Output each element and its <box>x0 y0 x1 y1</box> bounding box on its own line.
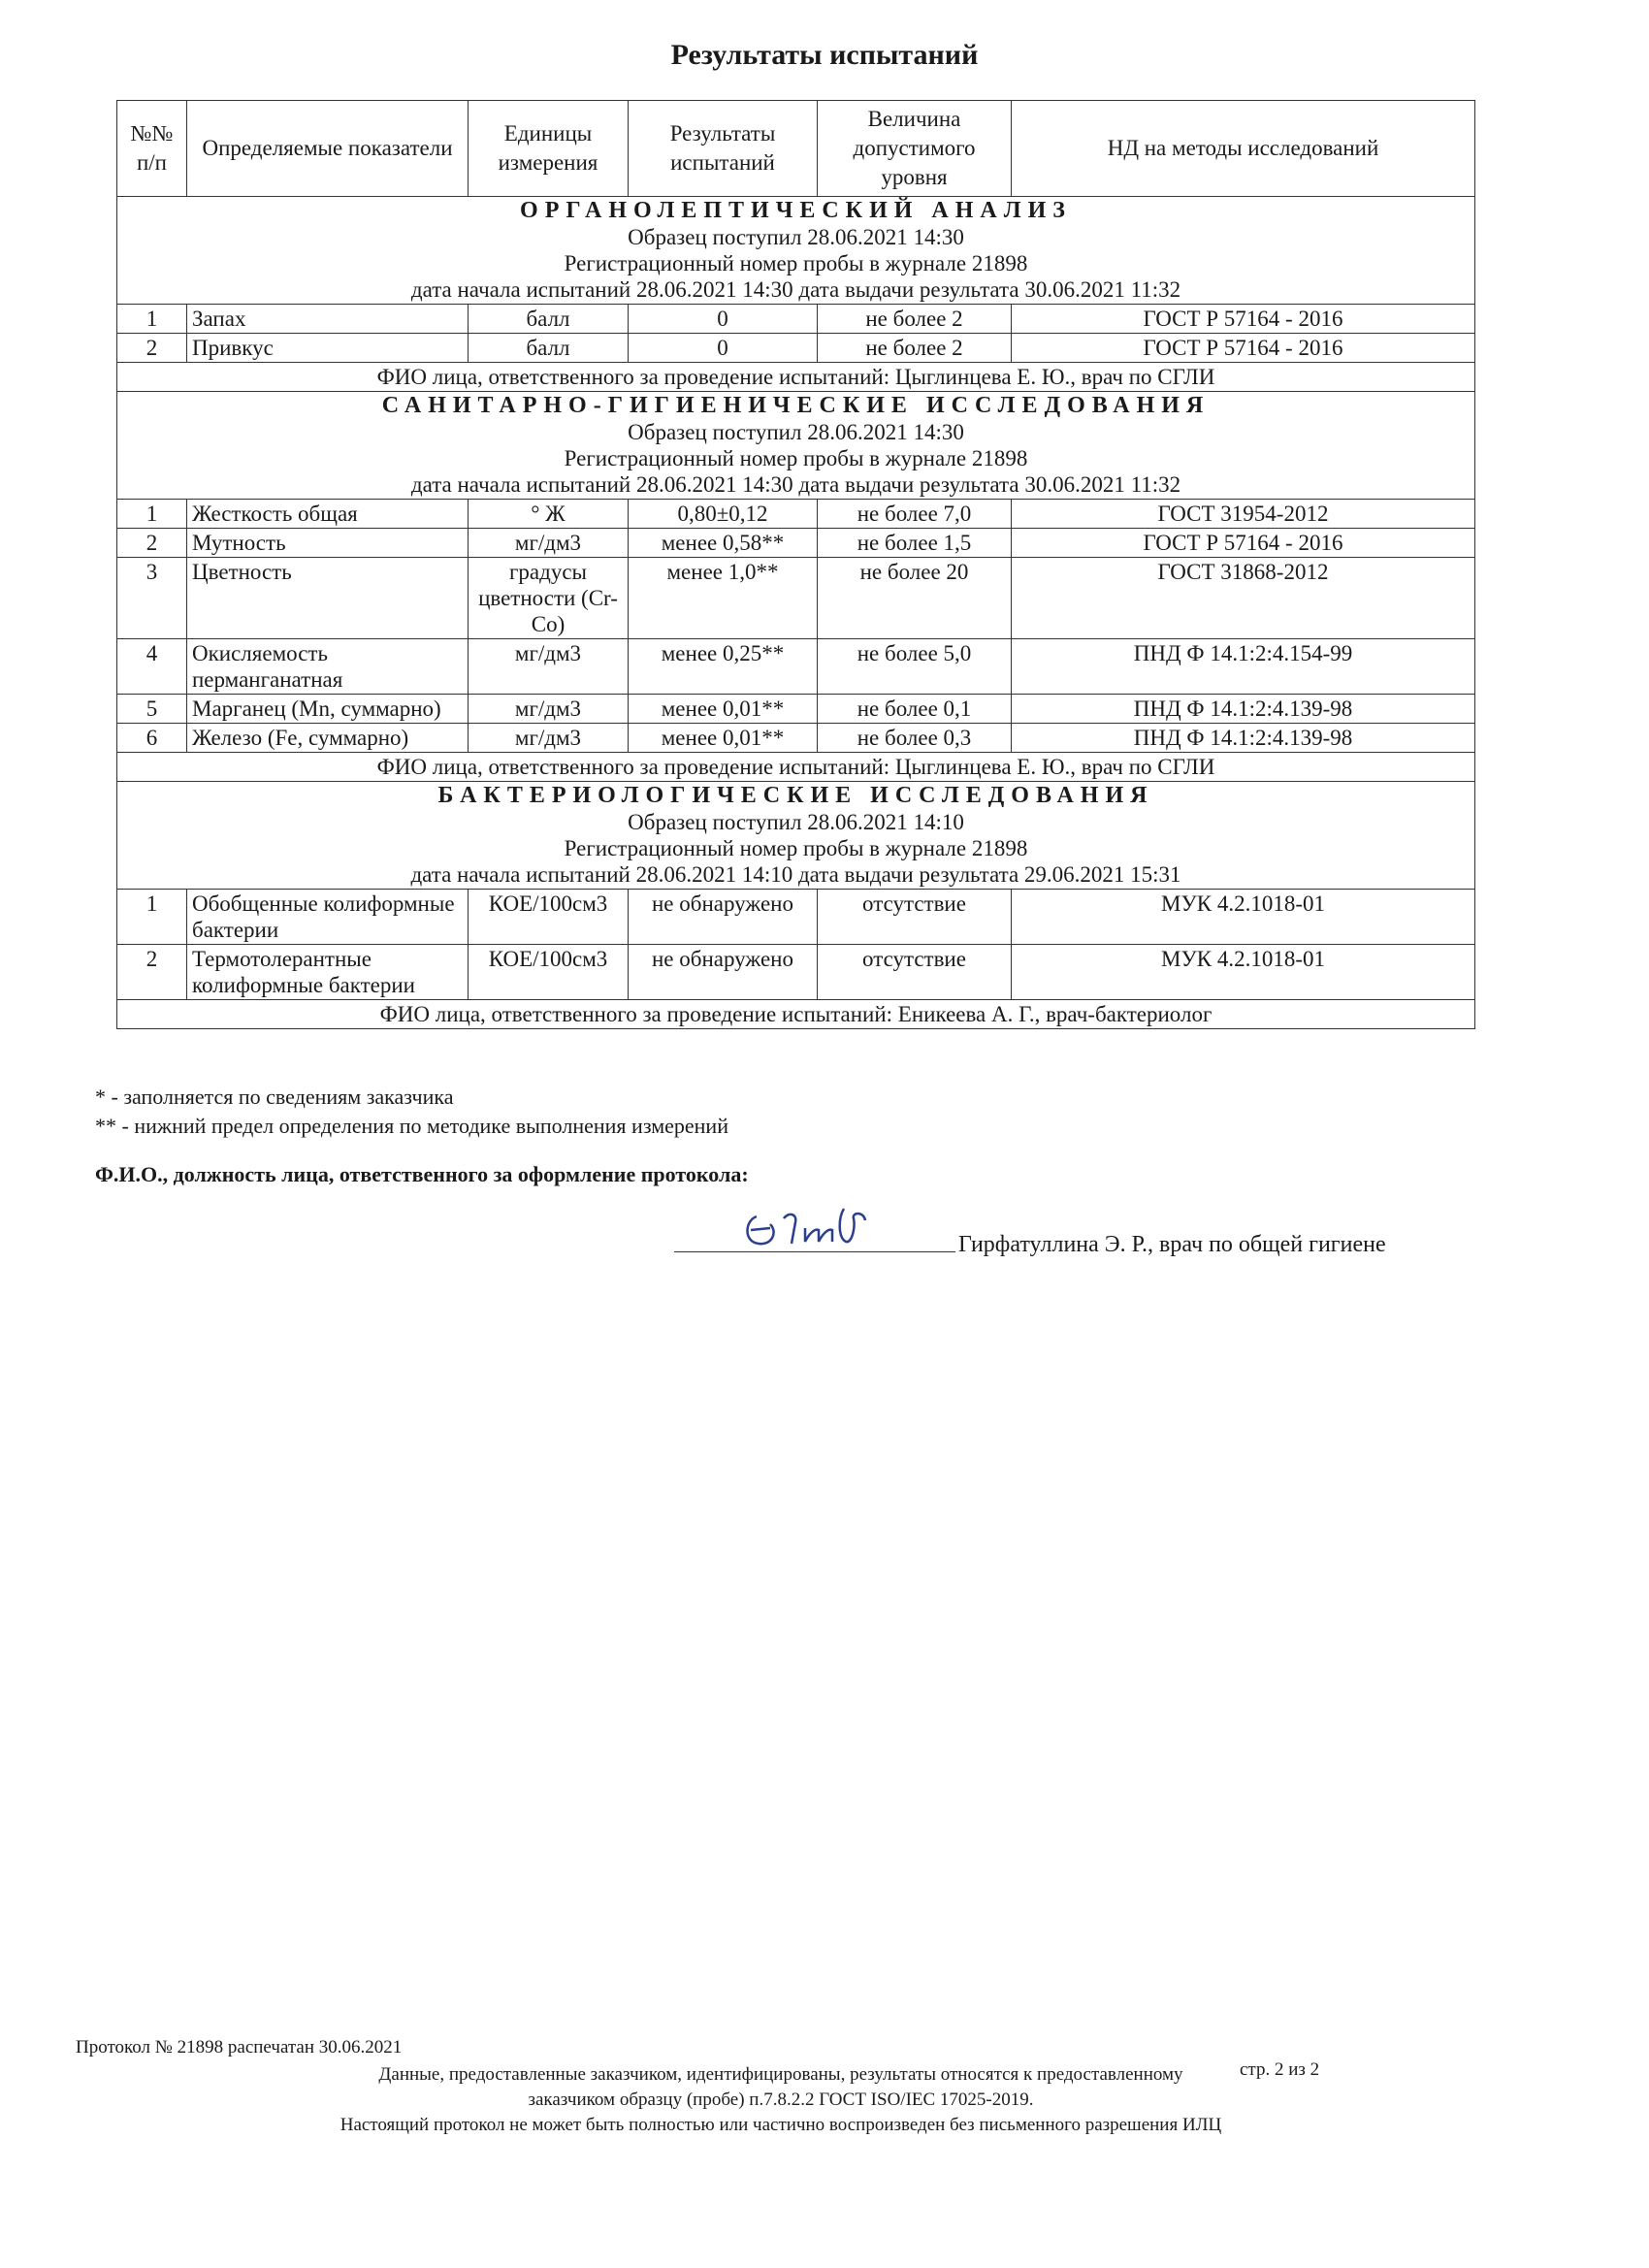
test-dates: дата начала испытаний 28.06.2021 14:30 дата выдачи результата 30.06.2021 11:32 <box>410 472 1181 497</box>
test-dates: дата начала испытаний 28.06.2021 14:30 дата выдачи результата 30.06.2021 11:32 <box>410 277 1181 302</box>
row-units: градусы цветности (Cr-Co) <box>469 558 629 639</box>
sample-received: Образец поступил 28.06.2021 14:30 <box>628 420 964 444</box>
col-header-units: Единицы измерения <box>469 101 629 197</box>
row-result: не обнаружено <box>629 945 818 1000</box>
test-dates: дата начала испытаний 28.06.2021 14:10 дата выдачи результата 29.06.2021 15:31 <box>410 862 1181 887</box>
row-indicator: Цветность <box>187 558 469 639</box>
footnotes <box>95 1083 728 1141</box>
table-row <box>117 305 1475 334</box>
row-result: менее 1,0** <box>629 558 818 639</box>
row-units: мг/дм3 <box>469 695 629 724</box>
footer-line: Настоящий протокол не может быть полностью или частично воспроизведен без письменного разрешения ИЛЦ <box>340 2115 1222 2135</box>
footer-disclaimer <box>223 2062 1339 2138</box>
row-limit: не более 20 <box>818 558 1012 639</box>
table-row <box>117 334 1475 363</box>
row-limit: отсутствие <box>818 890 1012 945</box>
responsible-person: ФИО лица, ответственного за проведение испытаний: Цыглинцева Е. Ю., врач по СГЛИ <box>117 363 1475 392</box>
row-limit: не более 1,5 <box>818 529 1012 558</box>
row-num: 1 <box>117 305 187 334</box>
row-result: менее 0,01** <box>629 724 818 753</box>
signer-name: Гирфатуллина Э. Р., врач по общей гигиене <box>958 1232 1386 1257</box>
row-result: 0,80±0,12 <box>629 500 818 529</box>
section-header-organoleptic <box>117 197 1475 305</box>
row-method: МУК 4.2.1018-01 <box>1012 945 1475 1000</box>
row-limit: отсутствие <box>818 945 1012 1000</box>
table-row <box>117 945 1475 1000</box>
row-indicator: Запах <box>187 305 469 334</box>
row-units: мг/дм3 <box>469 529 629 558</box>
row-result: 0 <box>629 334 818 363</box>
row-units: мг/дм3 <box>469 724 629 753</box>
section-title: БАКТЕРИОЛОГИЧЕСКИЕ ИССЛЕДОВАНИЯ <box>437 783 1154 808</box>
row-method: ГОСТ 31954-2012 <box>1012 500 1475 529</box>
col-header-result: Результаты испытаний <box>629 101 818 197</box>
row-result: менее 0,25** <box>629 639 818 695</box>
row-num: 1 <box>117 890 187 945</box>
footnote-customer: * - заполняется по сведениям заказчика <box>95 1085 454 1109</box>
row-limit: не более 7,0 <box>818 500 1012 529</box>
row-method: МУК 4.2.1018-01 <box>1012 890 1475 945</box>
row-units: мг/дм3 <box>469 639 629 695</box>
row-num: 2 <box>117 334 187 363</box>
row-method: ГОСТ Р 57164 - 2016 <box>1012 529 1475 558</box>
row-indicator: Марганец (Mn, суммарно) <box>187 695 469 724</box>
row-method: ПНД Ф 14.1:2:4.139-98 <box>1012 695 1475 724</box>
row-method: ГОСТ Р 57164 - 2016 <box>1012 305 1475 334</box>
row-limit: не более 2 <box>818 334 1012 363</box>
row-result: менее 0,01** <box>629 695 818 724</box>
row-num: 2 <box>117 529 187 558</box>
table-row <box>117 558 1475 639</box>
footer-line: Данные, предоставленные заказчиком, идентифицированы, результаты относятся к предоставленному <box>378 2064 1183 2085</box>
responsible-row <box>117 363 1475 392</box>
results-table <box>116 100 1475 1029</box>
table-row <box>117 500 1475 529</box>
row-indicator: Окисляемость перманганатная <box>187 639 469 695</box>
section-title: ОРГАНОЛЕПТИЧЕСКИЙ АНАЛИЗ <box>520 198 1072 223</box>
responsible-person: ФИО лица, ответственного за проведение испытаний: Еникеева А. Г., врач-бактериолог <box>117 1000 1475 1029</box>
row-num: 5 <box>117 695 187 724</box>
row-result: менее 0,58** <box>629 529 818 558</box>
registration-number: Регистрационный номер пробы в журнале 21898 <box>564 251 1028 275</box>
registration-number: Регистрационный номер пробы в журнале 21898 <box>564 836 1028 860</box>
col-header-num: №№ п/п <box>117 101 187 197</box>
protocol-print-info: Протокол № 21898 распечатан 30.06.2021 <box>76 2037 403 2057</box>
page-number: стр. 2 из 2 <box>1240 2059 1320 2080</box>
row-units: балл <box>469 334 629 363</box>
row-method: ПНД Ф 14.1:2:4.139-98 <box>1012 724 1475 753</box>
row-limit: не более 2 <box>818 305 1012 334</box>
row-num: 3 <box>117 558 187 639</box>
section-title: САНИТАРНО-ГИГИЕНИЧЕСКИЕ ИССЛЕДОВАНИЯ <box>381 393 1211 418</box>
footer-line: заказчиком образцу (пробе) п.7.8.2.2 ГОСТ ISO/IEC 17025-2019. <box>528 2090 1034 2110</box>
row-num: 2 <box>117 945 187 1000</box>
table-row <box>117 890 1475 945</box>
row-indicator: Термотолерантные колиформные бактерии <box>187 945 469 1000</box>
row-units: КОЕ/100см3 <box>469 890 629 945</box>
col-header-limit: Величина допустимого уровня <box>818 101 1012 197</box>
row-indicator: Железо (Fe, суммарно) <box>187 724 469 753</box>
table-row <box>117 724 1475 753</box>
sample-received: Образец поступил 28.06.2021 14:30 <box>628 225 964 249</box>
footnote-detection-limit: ** - нижний предел определения по методике выполнения измерений <box>95 1114 728 1138</box>
page-title: Результаты испытаний <box>670 39 979 71</box>
row-result: не обнаружено <box>629 890 818 945</box>
signature-image <box>737 1199 902 1257</box>
row-indicator: Привкус <box>187 334 469 363</box>
table-row <box>117 695 1475 724</box>
row-indicator: Обобщенные колиформные бактерии <box>187 890 469 945</box>
row-result: 0 <box>629 305 818 334</box>
row-units: ° Ж <box>469 500 629 529</box>
table-header-row <box>117 101 1475 197</box>
row-units: КОЕ/100см3 <box>469 945 629 1000</box>
responsible-row <box>117 1000 1475 1029</box>
responsible-row <box>117 753 1475 782</box>
row-limit: не более 0,1 <box>818 695 1012 724</box>
registration-number: Регистрационный номер пробы в журнале 21898 <box>564 446 1028 470</box>
table-row <box>117 529 1475 558</box>
row-method: ГОСТ Р 57164 - 2016 <box>1012 334 1475 363</box>
col-header-method: НД на методы исследований <box>1012 101 1475 197</box>
row-indicator: Жесткость общая <box>187 500 469 529</box>
row-method: ПНД Ф 14.1:2:4.154-99 <box>1012 639 1475 695</box>
responsible-person: ФИО лица, ответственного за проведение испытаний: Цыглинцева Е. Ю., врач по СГЛИ <box>117 753 1475 782</box>
row-num: 4 <box>117 639 187 695</box>
sample-received: Образец поступил 28.06.2021 14:10 <box>628 810 964 834</box>
row-method: ГОСТ 31868-2012 <box>1012 558 1475 639</box>
table-row <box>117 639 1475 695</box>
row-units: балл <box>469 305 629 334</box>
row-indicator: Мутность <box>187 529 469 558</box>
row-limit: не более 0,3 <box>818 724 1012 753</box>
section-header-bacterial <box>117 782 1475 890</box>
section-header-sanitary <box>117 392 1475 500</box>
row-num: 6 <box>117 724 187 753</box>
col-header-indicator: Определяемые показатели <box>187 101 469 197</box>
row-num: 1 <box>117 500 187 529</box>
row-limit: не более 5,0 <box>818 639 1012 695</box>
protocol-responsible-label: Ф.И.О., должность лица, ответственного за оформление протокола: <box>95 1162 749 1186</box>
